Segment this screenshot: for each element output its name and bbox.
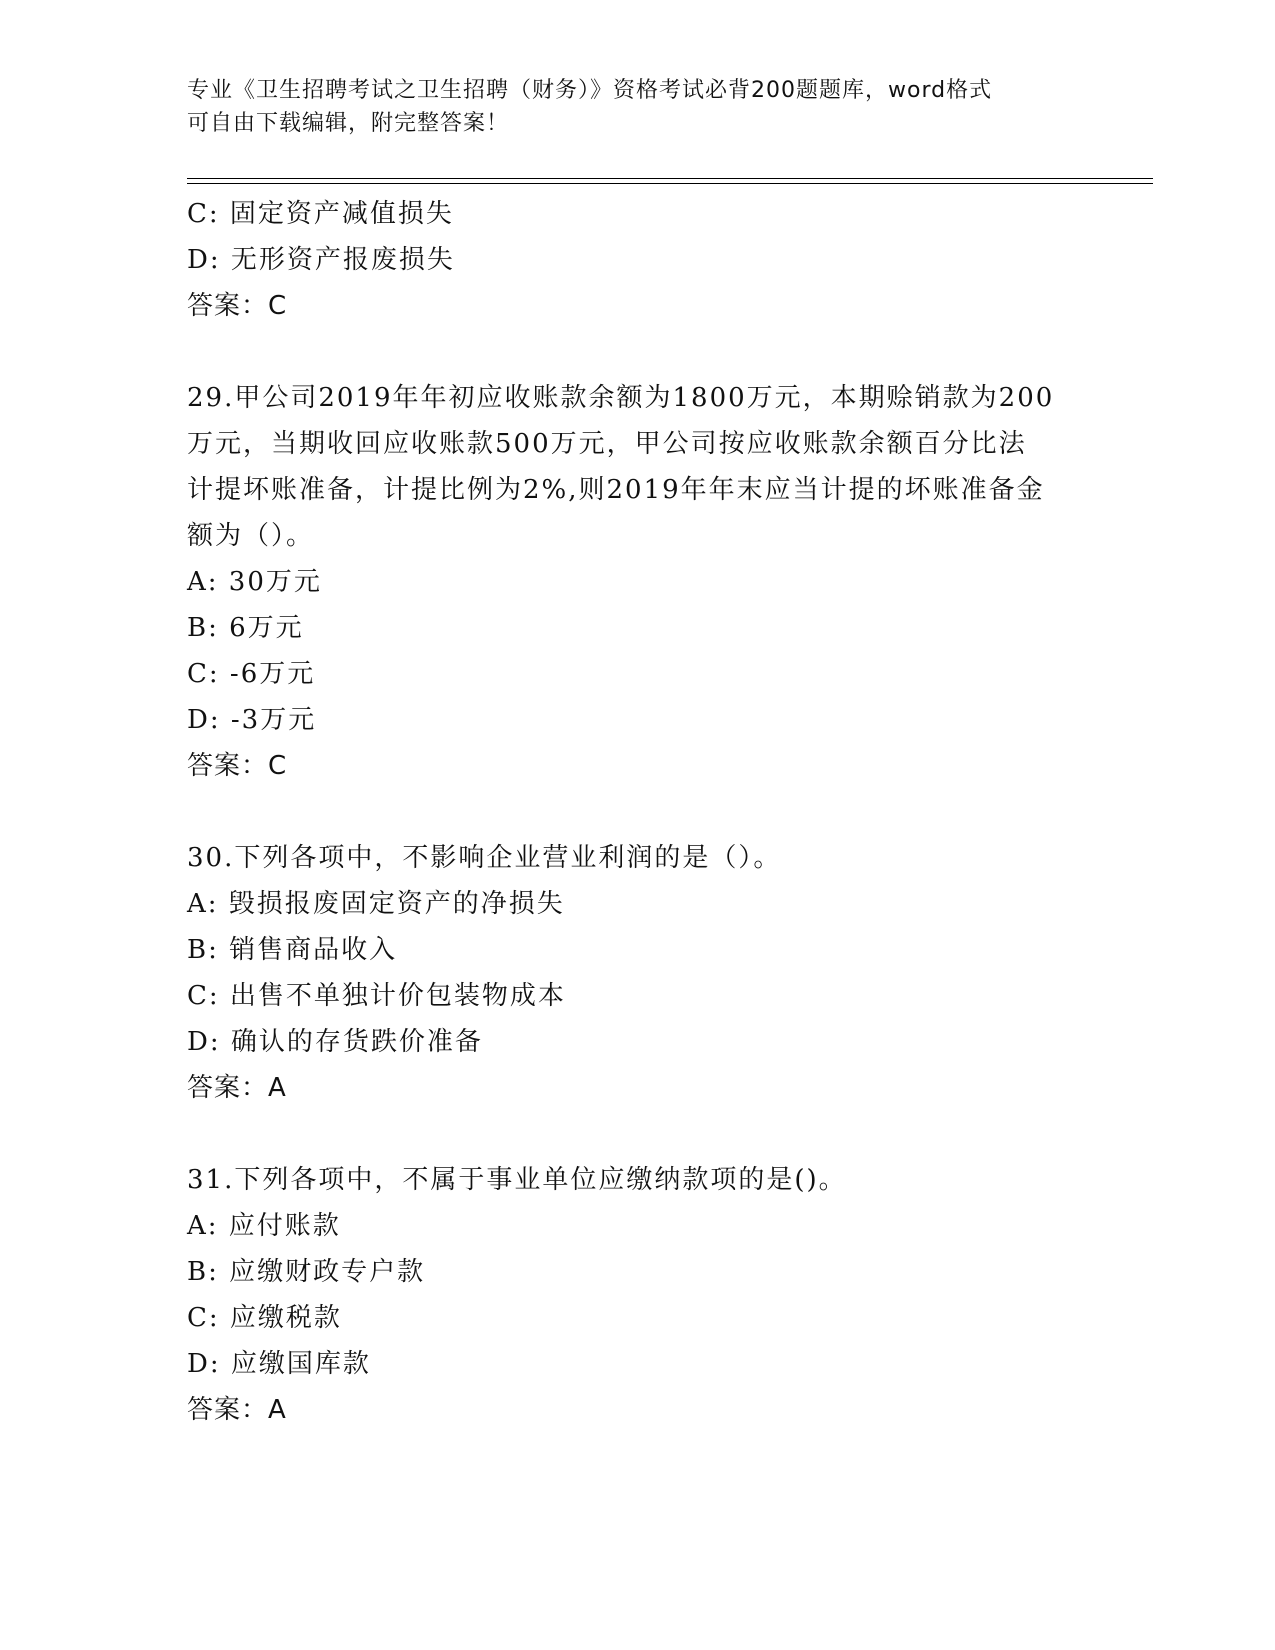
header-rule-top — [187, 178, 1153, 179]
question-text-line: 额为（）。 — [187, 521, 315, 551]
question-28-tail — [187, 191, 1087, 329]
question-text-line: 计提坏账准备，计提比例为2%,则2019年年末应当计提的坏账准备金 — [187, 475, 1045, 505]
option-a: A: 30万元 — [187, 567, 322, 597]
question-text-line: 万元，当期收回应收账款500万元，甲公司按应收账款余额百分比法 — [187, 429, 1027, 459]
question-29 — [187, 375, 1087, 789]
option-d: D: 应缴国库款 — [187, 1349, 371, 1379]
option-d: D: 无形资产报废损失 — [187, 245, 455, 275]
spacer — [187, 789, 1087, 835]
question-31 — [187, 1157, 1087, 1433]
option-c: C: 出售不单独计价包装物成本 — [187, 981, 566, 1011]
spacer — [187, 1111, 1087, 1157]
spacer — [187, 329, 1087, 375]
header-line-2: 可自由下载编辑，附完整答案！ — [187, 111, 510, 136]
option-c: C: -6万元 — [187, 659, 316, 689]
option-a: A: 毁损报废固定资产的净损失 — [187, 889, 565, 919]
answer: 答案：C — [187, 751, 288, 781]
header-rule-bottom — [187, 183, 1153, 184]
option-c: C: 固定资产减值损失 — [187, 199, 454, 229]
page-header — [187, 74, 1067, 140]
option-d: D: 确认的存货跌价准备 — [187, 1027, 483, 1057]
question-text: 30.下列各项中，不影响企业营业利润的是（）。 — [187, 843, 782, 873]
option-b: B: 应缴财政专户款 — [187, 1257, 426, 1287]
answer: 答案：A — [187, 1395, 287, 1425]
question-text — [187, 375, 1087, 559]
question-text-line: 29.甲公司2019年年初应收账款余额为1800万元，本期赊销款为200 — [187, 383, 1055, 413]
option-c: C: 应缴税款 — [187, 1303, 342, 1333]
option-b: B: 销售商品收入 — [187, 935, 398, 965]
option-a: A: 应付账款 — [187, 1211, 341, 1241]
question-30 — [187, 835, 1087, 1111]
header-line-1: 专业《卫生招聘考试之卫生招聘（财务）》资格考试必背200题题库，word格式 — [187, 78, 993, 103]
option-d: D: -3万元 — [187, 705, 317, 735]
question-text: 31.下列各项中，不属于事业单位应缴纳款项的是()。 — [187, 1165, 847, 1195]
option-b: B: 6万元 — [187, 613, 304, 643]
document-body — [187, 191, 1087, 1433]
answer: 答案：A — [187, 1073, 287, 1103]
answer: 答案：C — [187, 291, 288, 321]
